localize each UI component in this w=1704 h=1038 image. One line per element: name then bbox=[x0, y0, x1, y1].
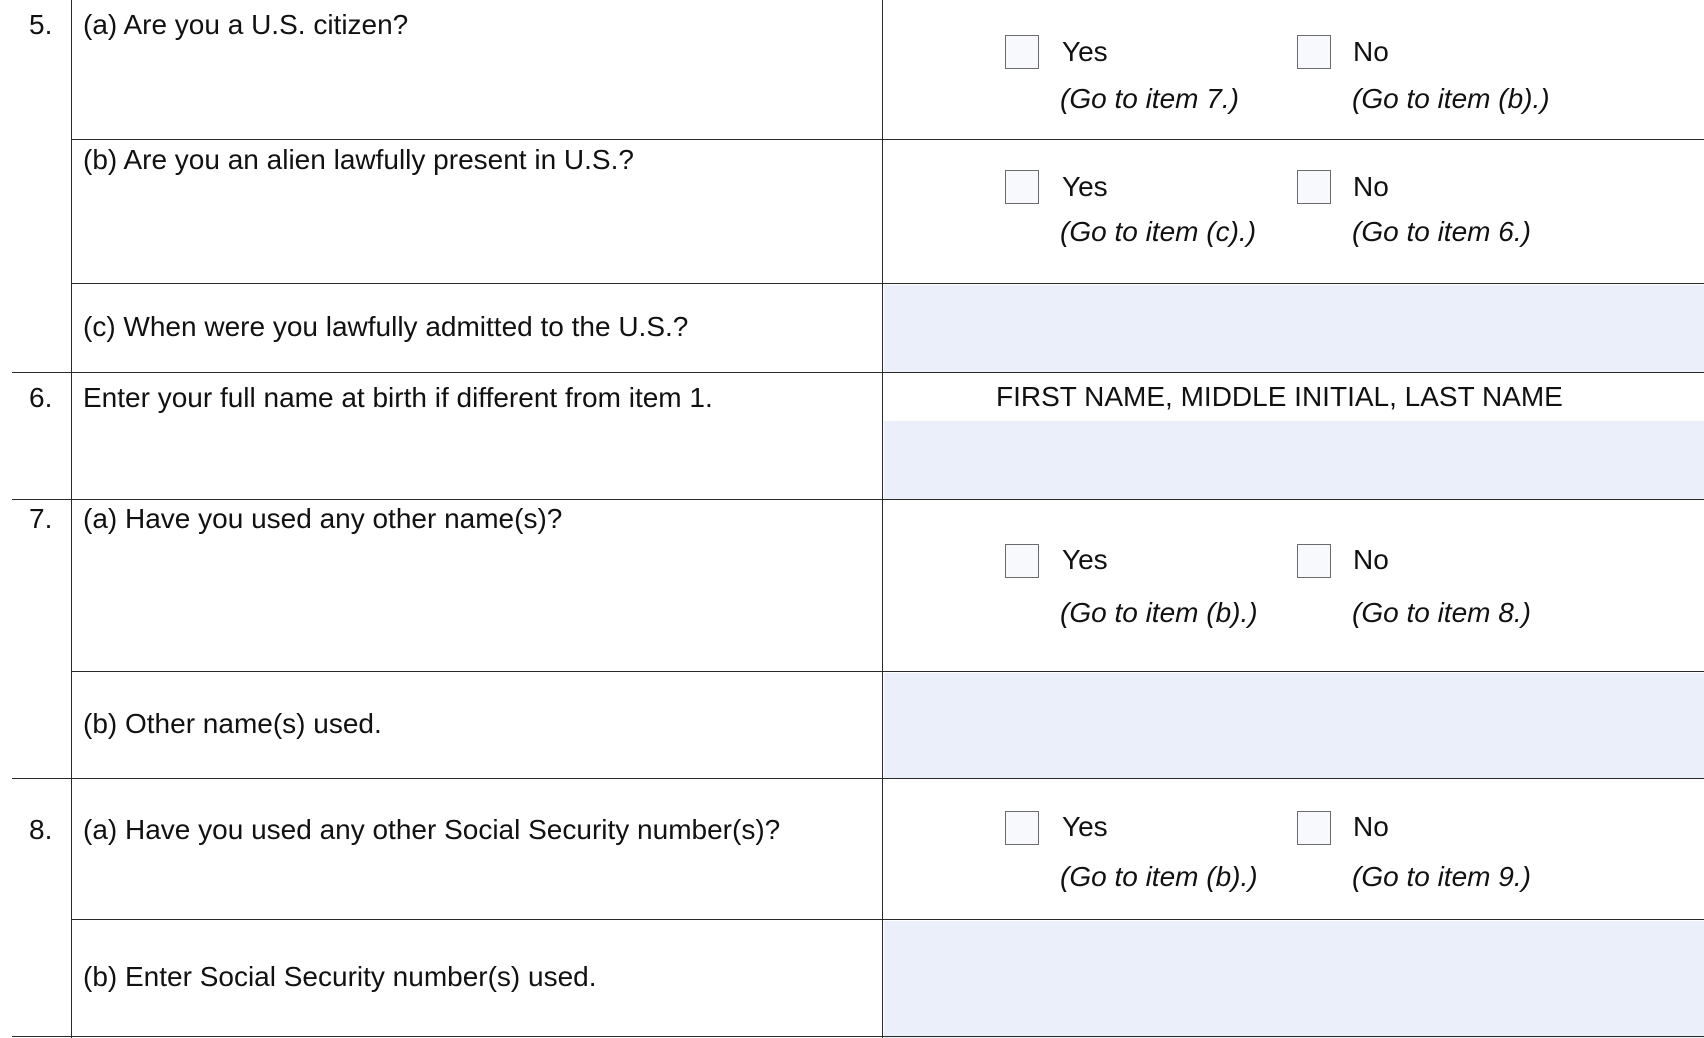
number-column-divider bbox=[71, 0, 72, 1038]
question-label: (a) Have you used any other Social Security number(s)? bbox=[83, 814, 781, 845]
other-ssn-field[interactable] bbox=[884, 921, 1704, 1038]
section-divider bbox=[12, 499, 1704, 500]
item-number: 8. bbox=[29, 814, 53, 845]
row-divider bbox=[71, 919, 1704, 920]
no-label: No bbox=[1353, 811, 1389, 842]
row-divider bbox=[71, 671, 1704, 672]
yes-label: Yes bbox=[1062, 36, 1108, 67]
yes-checkbox[interactable] bbox=[1005, 544, 1039, 578]
question-label: (a) Have you used any other name(s)? bbox=[83, 503, 563, 534]
no-label: No bbox=[1353, 544, 1389, 575]
no-checkbox[interactable] bbox=[1297, 544, 1331, 578]
no-checkbox[interactable] bbox=[1297, 811, 1331, 845]
other-names-field[interactable] bbox=[884, 673, 1704, 778]
no-label: No bbox=[1353, 36, 1389, 67]
admission-date-field[interactable] bbox=[884, 285, 1704, 372]
question-label: (b) Other name(s) used. bbox=[83, 708, 382, 739]
no-instruction: (Go to item 8.) bbox=[1352, 597, 1531, 628]
no-instruction: (Go to item (b).) bbox=[1352, 83, 1550, 114]
section-divider bbox=[12, 372, 1704, 373]
no-checkbox[interactable] bbox=[1297, 35, 1331, 69]
yes-instruction: (Go to item (b).) bbox=[1060, 861, 1258, 892]
yes-label: Yes bbox=[1062, 544, 1108, 575]
no-instruction: (Go to item 9.) bbox=[1352, 861, 1531, 892]
birth-name-field[interactable] bbox=[884, 421, 1704, 499]
item-number: 7. bbox=[29, 503, 53, 534]
yes-instruction: (Go to item 7.) bbox=[1060, 83, 1239, 114]
yes-checkbox[interactable] bbox=[1005, 35, 1039, 69]
section-divider bbox=[12, 778, 1704, 779]
question-label: (b) Are you an alien lawfully present in U.S.? bbox=[83, 144, 634, 175]
question-label: Enter your full name at birth if different from item 1. bbox=[83, 382, 713, 413]
no-label: No bbox=[1353, 171, 1389, 202]
yes-label: Yes bbox=[1062, 811, 1108, 842]
no-checkbox[interactable] bbox=[1297, 170, 1331, 204]
yes-checkbox[interactable] bbox=[1005, 811, 1039, 845]
yes-instruction: (Go to item (b).) bbox=[1060, 597, 1258, 628]
field-header: FIRST NAME, MIDDLE INITIAL, LAST NAME bbox=[996, 381, 1563, 412]
question-label: (a) Are you a U.S. citizen? bbox=[83, 9, 409, 40]
answer-column-divider bbox=[882, 0, 883, 1038]
yes-instruction: (Go to item (c).) bbox=[1060, 216, 1257, 247]
question-label: (c) When were you lawfully admitted to the U.S.? bbox=[83, 311, 689, 342]
yes-label: Yes bbox=[1062, 171, 1108, 202]
no-instruction: (Go to item 6.) bbox=[1352, 216, 1531, 247]
bottom-border bbox=[12, 1036, 1704, 1037]
item-number: 5. bbox=[29, 9, 53, 40]
question-label: (b) Enter Social Security number(s) used. bbox=[83, 961, 597, 992]
row-divider bbox=[71, 139, 1704, 140]
row-divider bbox=[71, 283, 1704, 284]
item-number: 6. bbox=[29, 382, 53, 413]
yes-checkbox[interactable] bbox=[1005, 170, 1039, 204]
